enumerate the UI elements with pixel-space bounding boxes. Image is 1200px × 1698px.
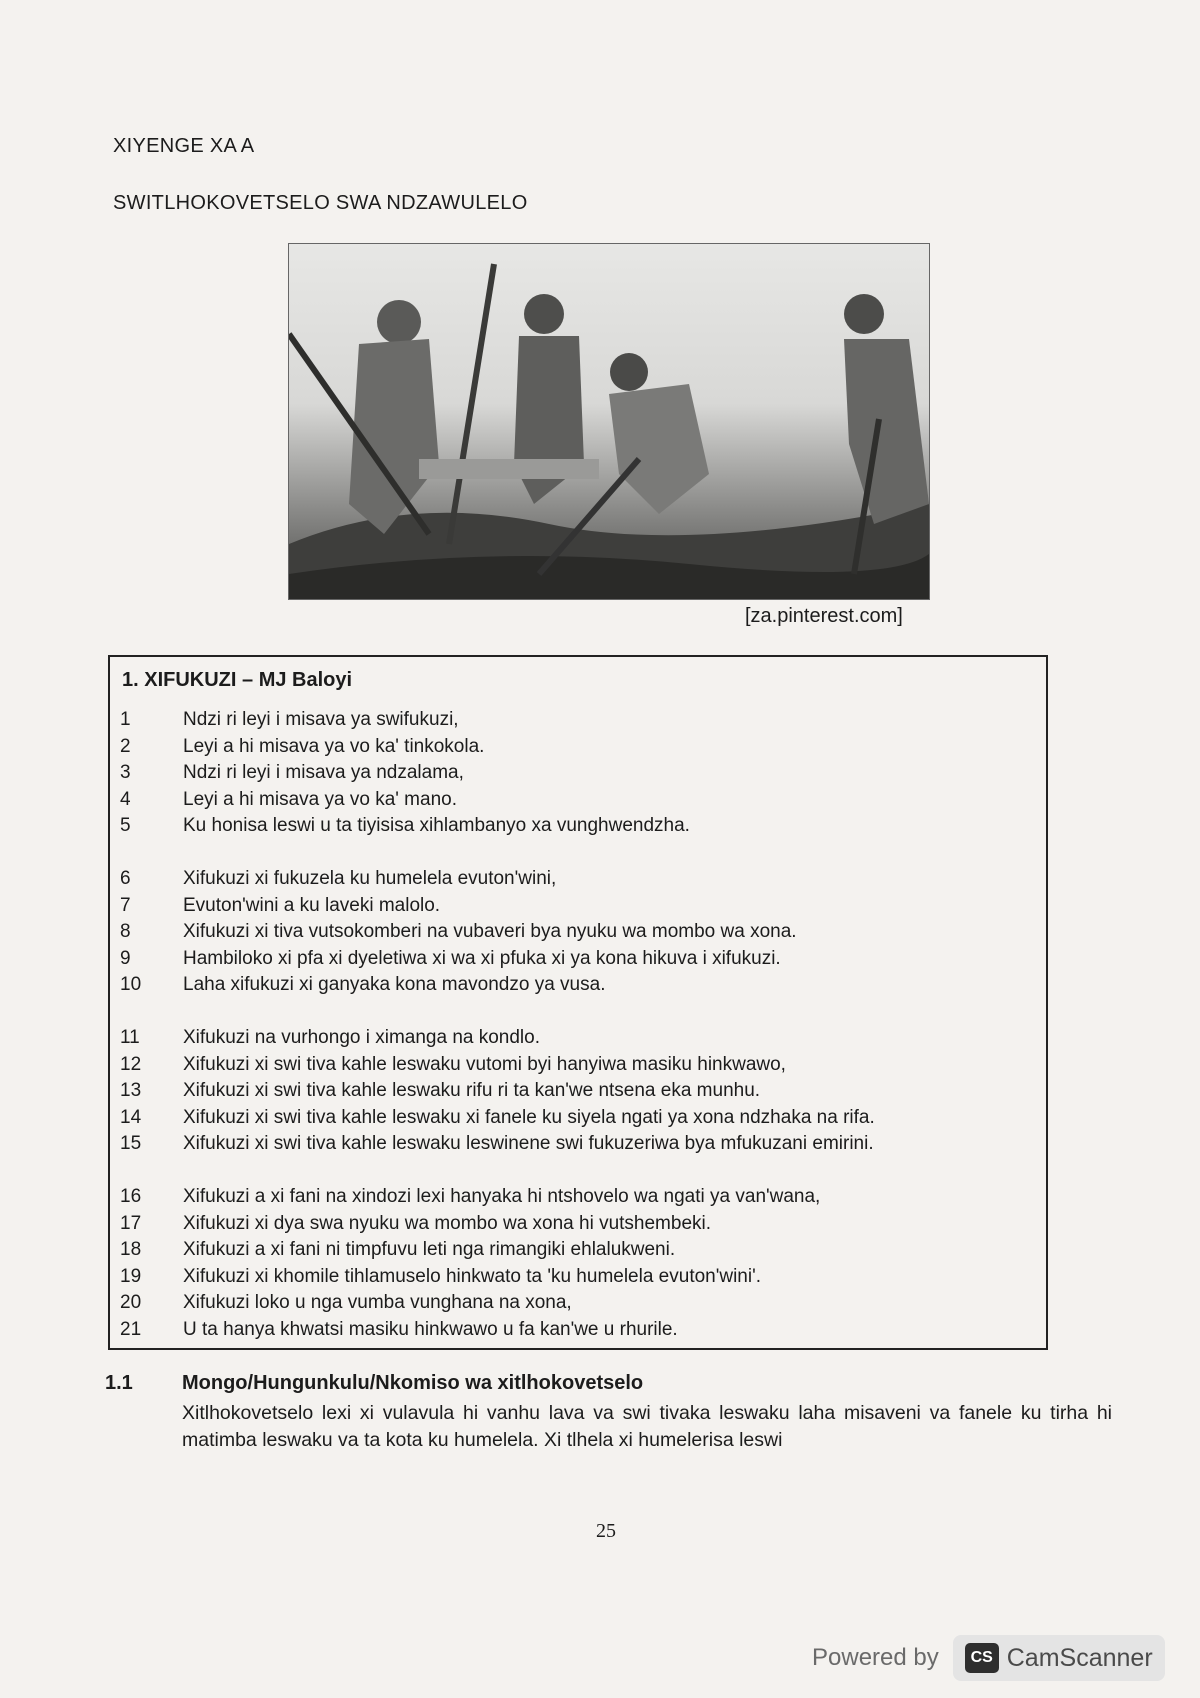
poem-line-text: Xifukuzi a xi fani ni timpfuvu leti nga rimangiki ehlalukweni. [183, 1239, 676, 1261]
camscanner-logo-icon: CS [965, 1643, 999, 1673]
powered-by-label: Powered by [812, 1644, 939, 1671]
poem-line-number: 3 [120, 762, 131, 784]
camscanner-name: CamScanner [1006, 1643, 1153, 1672]
poem-line-number: 17 [120, 1212, 142, 1234]
poem-line-number: 14 [120, 1106, 142, 1128]
poem-line-text: Leyi a hi misava ya vo ka' tinkokola. [183, 735, 485, 757]
poem-line-number: 13 [120, 1080, 142, 1102]
poem-line-text: Hambiloko xi pfa xi dyeletiwa xi wa xi pfuka xi ya kona hikuva i xifukuzi. [183, 947, 781, 969]
poem-line-number: 18 [120, 1239, 142, 1261]
poem-line-text: Ndzi ri leyi i misava ya swifukuzi, [183, 709, 459, 730]
question-title: Mongo/Hungunkulu/Nkomiso wa xitlhokovetselo [182, 1372, 644, 1394]
poem-line-number: 8 [120, 921, 131, 943]
poem-line-number: 1 [120, 709, 131, 730]
image-source-caption: [za.pinterest.com] [745, 605, 903, 627]
poem-line-text: Laha xifukuzi xi ganyaka kona mavondzo ya vusa. [183, 974, 606, 996]
question-number: 1.1 [105, 1372, 133, 1394]
poem-line-text: Ndzi ri leyi i misava ya ndzalama, [183, 762, 464, 784]
poem-line-text: Evuton'wini a ku laveki malolo. [183, 894, 441, 916]
poem-line-text: Ku honisa leswi u ta tiyisisa xihlambanyo xa vunghwendzha. [183, 815, 690, 837]
page-number: 25 [596, 1520, 616, 1542]
poem-line-number: 9 [120, 947, 131, 969]
poem-line-number: 11 [120, 1027, 140, 1048]
poem-line-number: 19 [120, 1265, 142, 1287]
poem-line-text: Xifukuzi xi khomile tihlamuselo hinkwato ta 'ku humelela evuton'wini'. [183, 1265, 761, 1287]
photo-illustration [289, 244, 929, 599]
poem-line-text: Xifukuzi na vurhongo i ximanga na kondlo. [183, 1027, 541, 1048]
poem-line-number: 5 [120, 815, 131, 837]
poem-line-text: Xifukuzi xi swi tiva kahle leswaku leswinene swi fukuzeriwa bya mfukuzani emirini. [183, 1133, 874, 1155]
photo-workers-digging [288, 243, 930, 600]
poem-line-text: Xifukuzi xi swi tiva kahle leswaku xi fanele ku siyela ngati ya xona ndzhaka na rifa. [183, 1106, 875, 1128]
question-body: Xitlhokovetselo lexi xi vulavula hi vanhu lava va swi tivaka leswaku laha misaveni va fanele ku tirha hi matimba leswaku va ta kota ku humelela. Xi tlhela xi humelerisa leswi [182, 1402, 1112, 1451]
poem-line-text: Xifukuzi xi fukuzela ku humelela evuton'wini, [183, 868, 557, 889]
poem-line-text: Xifukuzi xi tiva vutsokomberi na vubaveri bya nyuku wa mombo wa xona. [183, 921, 797, 943]
poem-line-number: 16 [120, 1186, 142, 1207]
camscanner-brand [953, 1635, 1165, 1681]
poem-line-text: Xifukuzi xi swi tiva kahle leswaku rifu ri ta kan'we ntsena eka munhu. [183, 1080, 761, 1102]
poem-line-number: 6 [120, 868, 131, 889]
poem-line-number: 7 [120, 894, 131, 916]
poem-line-text: Xifukuzi xi dya swa nyuku wa mombo wa xona hi vutshembeki. [183, 1212, 712, 1234]
poem-line-number: 4 [120, 788, 131, 810]
poem-line-number: 10 [120, 974, 142, 996]
poem-box [108, 655, 1048, 1350]
poem-line-number: 20 [120, 1292, 142, 1314]
poem-line-text: Xifukuzi xi swi tiva kahle leswaku vutomi byi hanyiwa masiku hinkwawo, [183, 1053, 786, 1075]
poem-line-number: 21 [120, 1319, 142, 1340]
section-heading: XIYENGE XA A [113, 135, 255, 157]
poem-line-text: Xifukuzi a xi fani na xindozi lexi hanyaka hi ntshovelo wa ngati ya van'wana, [183, 1186, 821, 1207]
poem-title: 1. XIFUKUZI – MJ Baloyi [122, 669, 353, 691]
poem-line-number: 12 [120, 1053, 142, 1075]
poem-line-text: Xifukuzi loko u nga vumba vunghana na xona, [183, 1292, 572, 1314]
subheading: SWITLHOKOVETSELO SWA NDZAWULELO [113, 192, 528, 214]
poem-line-number: 15 [120, 1133, 142, 1155]
poem-line-text: U ta hanya khwatsi masiku hinkwawo u fa kan'we u rhurile. [183, 1319, 678, 1340]
poem-line-text: Leyi a hi misava ya vo ka' mano. [183, 788, 457, 810]
poem-line-number: 2 [120, 735, 131, 757]
camscanner-watermark [812, 1632, 1165, 1684]
